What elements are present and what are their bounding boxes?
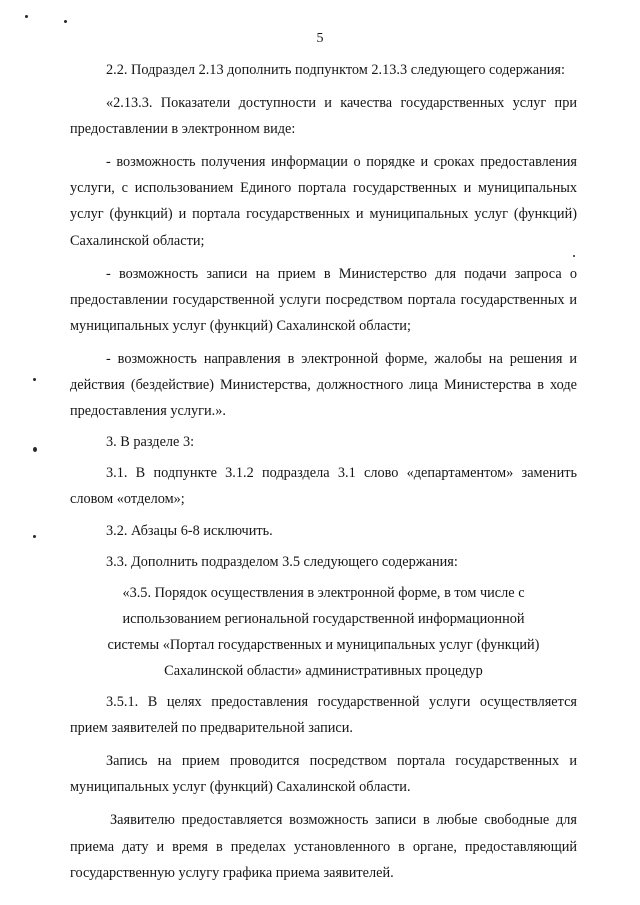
paragraph: 3.3. Дополнить подразделом 3.5 следующего содержания: [106, 553, 458, 570]
paragraph: Запись на прием проводится посредством портала государственных и муниципальных услуг (функций) Сахалинской области. [70, 753, 577, 796]
scan-speck [33, 535, 36, 538]
paragraph: 2.2. Подраздел 2.13 дополнить подпунктом 2.13.3 следующего содержания: [106, 62, 565, 78]
paragraph: - возможность направления в электронной форме, жалобы на решения и действия (бездействие) Министерства, должностного лица Министерства в ходе предоставления услуги.». [70, 350, 577, 420]
paragraph: 3.2. Абзацы 6-8 исключить. [106, 522, 273, 539]
document-body [70, 57, 577, 886]
paragraph: - возможность записи на прием в Министерство для подачи запроса о предоставлении государственной услуги посредством портала государственных и муниципальных услуг (функций) Сахалинской области; [70, 265, 577, 334]
scan-speck [33, 447, 37, 452]
paragraph: «2.13.3. Показатели доступности и качества государственных услуг при предоставлении в электронном виде: [70, 95, 577, 138]
paragraph: 3. В разделе 3: [106, 434, 195, 451]
paragraph: 3.1. В подпункте 3.1.2 подраздела 3.1 слово «департаментом» заменить словом «отделом»; [70, 465, 577, 508]
heading-line: «3.5. Порядок осуществления в электронной форме, в том числе с [122, 584, 525, 601]
paragraph: - возможность получения информации о порядке и сроках предоставления услуги, с использованием Единого портала государственных и муниципальных услуг (функций) и портала государственных и муниципальных услуг (функций) Сахалинской области; [70, 154, 577, 249]
heading-line: использованием региональной государственной информационной [122, 610, 525, 627]
heading-line: Сахалинской области» административных процедур [164, 662, 483, 679]
section-heading [70, 580, 577, 684]
paragraph: Заявителю предоставляется возможность записи в любые свободные для приема дату и время в пределах установленного в органе, предоставляющий государственную услугу графика приема заявителей. [70, 812, 577, 881]
paragraph: 3.5.1. В целях предоставления государственной услуги осуществляется прием заявителей по предварительной записи. [70, 694, 577, 737]
scan-speck [25, 15, 28, 18]
heading-line: системы «Портал государственных и муниципальных услуг (функций) [107, 636, 540, 653]
scan-speck [64, 20, 67, 23]
page-number: 5 [316, 31, 324, 46]
scan-speck [33, 378, 36, 381]
